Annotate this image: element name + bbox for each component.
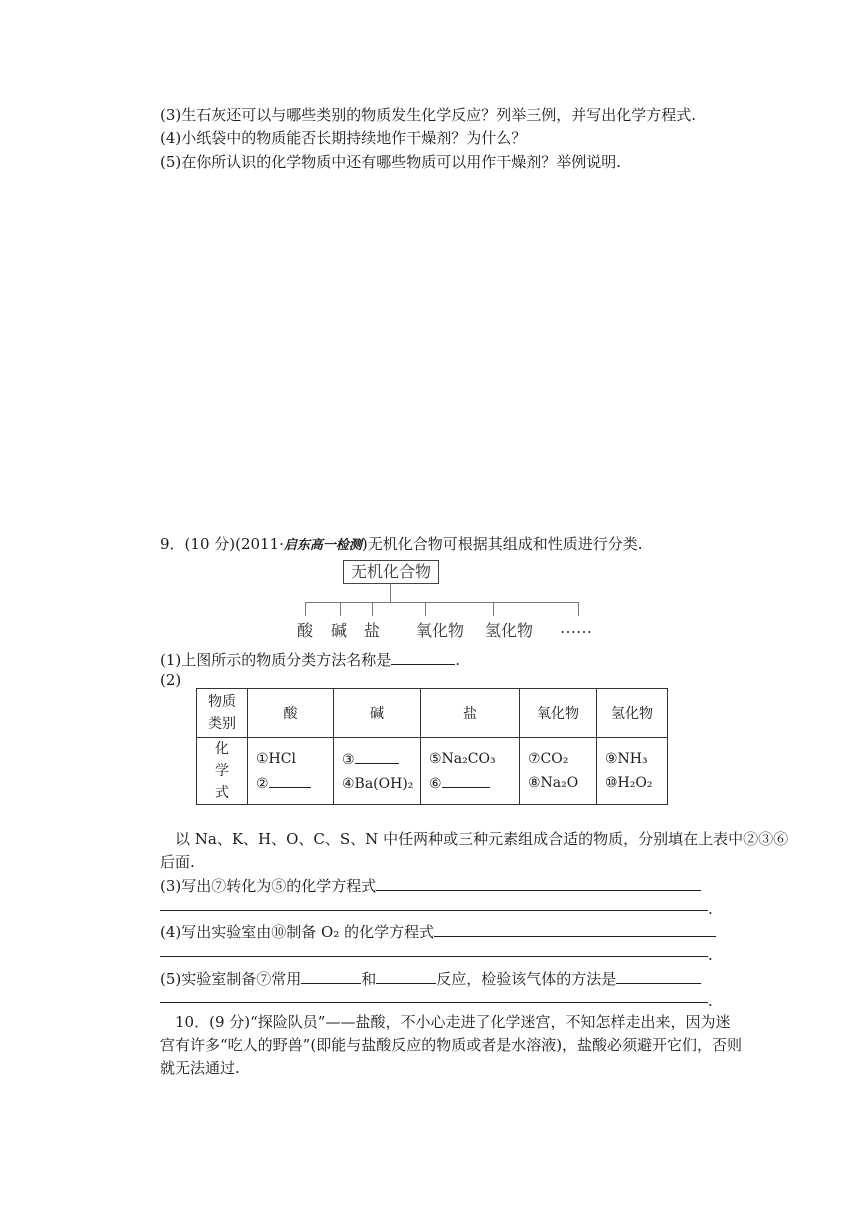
answer-rule-sub5[interactable] bbox=[160, 1002, 708, 1003]
header-hydride: 氢化物 bbox=[597, 689, 668, 738]
q9-sub1-text: (1)上图所示的物质分类方法名称是 bbox=[160, 651, 392, 669]
tree-branch bbox=[305, 602, 306, 616]
question-5-text: (5)在你所认识的化学物质中还有哪些物质可以用作干燥剂？举例说明. bbox=[160, 153, 622, 171]
tree-child-salt: 盐 bbox=[364, 621, 381, 640]
tree-branch bbox=[372, 602, 373, 616]
q9-sub2: (2) bbox=[160, 671, 182, 689]
period-sub3: . bbox=[708, 900, 713, 918]
row-label-char: 式 bbox=[215, 785, 229, 801]
q9-note-line2: 后面. bbox=[160, 853, 195, 871]
header-base: 碱 bbox=[334, 689, 421, 738]
tree-branch-bar bbox=[305, 602, 578, 603]
header-acid: 酸 bbox=[248, 689, 334, 738]
q10-line2: 宫有许多“吃人的野兽”(即能与盐酸反应的物质或者是水溶液)，盐酸必须避开它们，否则 bbox=[160, 1036, 743, 1054]
tree-trunk bbox=[390, 584, 391, 602]
question-4-text: (4)小纸袋中的物质能否长期持续地作干燥剂？为什么？ bbox=[160, 129, 527, 147]
q9-source: 启东高一检测 bbox=[283, 538, 362, 553]
cell-salt bbox=[421, 738, 520, 805]
acid-2: ② bbox=[256, 775, 269, 792]
q10-text-1: 10．(9 分)“探险队员”——盐酸，不小心走进了化学迷宫，不知怎样走出来，因为迷 bbox=[175, 1013, 731, 1031]
q9-note-line1 bbox=[160, 828, 788, 850]
acid-1: ①HCl bbox=[256, 750, 296, 767]
hydride-9: ⑨NH₃ bbox=[605, 751, 648, 767]
answer-blank-6[interactable] bbox=[442, 771, 490, 788]
tree-child-hydride: 氢化物 bbox=[485, 621, 534, 640]
tree-child-base: 碱 bbox=[331, 621, 348, 640]
answer-blank-3[interactable] bbox=[355, 747, 399, 764]
salt-6: ⑥ bbox=[429, 775, 442, 792]
base-4: ④Ba(OH)₂ bbox=[342, 775, 414, 792]
tree-child-acid: 酸 bbox=[297, 621, 314, 640]
row-label-char: 学 bbox=[215, 763, 229, 779]
answer-blank-sub3[interactable] bbox=[376, 874, 701, 891]
classification-table bbox=[196, 688, 668, 805]
q9-sub4-text: (4)写出实验室由⑩制备 O₂ 的化学方程式 bbox=[160, 923, 435, 941]
cell-acid bbox=[248, 738, 334, 805]
header-salt: 盐 bbox=[421, 689, 520, 738]
answer-blank-2[interactable] bbox=[269, 771, 311, 788]
period-sub4: . bbox=[708, 946, 713, 964]
base-3: ③ bbox=[342, 751, 355, 768]
period-sub5: . bbox=[708, 992, 713, 1010]
question-3-text: (3)生石灰还可以与哪些类别的物质发生化学反应？列举三例，并写出化学方程式. bbox=[160, 106, 697, 124]
tree-branch bbox=[493, 602, 494, 616]
answer-rule-sub4[interactable] bbox=[160, 956, 708, 957]
base-3-row bbox=[342, 747, 420, 772]
hydride-10: ⑩H₂O₂ bbox=[605, 775, 653, 791]
answer-rule-sub3[interactable] bbox=[160, 910, 708, 911]
acid-2-row bbox=[256, 771, 333, 796]
salt-6-row bbox=[429, 771, 519, 796]
tree-child-ellipsis: …… bbox=[560, 618, 592, 637]
answer-blank[interactable] bbox=[391, 648, 455, 665]
row-label-formula bbox=[197, 738, 248, 805]
header-category-text: 物质类别 bbox=[208, 694, 236, 732]
question-9-header bbox=[160, 533, 643, 557]
q9-sub1-end: . bbox=[455, 651, 461, 669]
q9-sub5-c: 反应，检验该气体的方法是 bbox=[436, 970, 617, 988]
salt-5: ⑤Na₂CO₃ bbox=[429, 750, 496, 767]
q9-sub1 bbox=[160, 648, 460, 671]
q9-head-prefix: 9．(10 分)(2011· bbox=[160, 535, 284, 553]
header-oxide: 氧化物 bbox=[520, 689, 597, 738]
tree-root: 无机化合物 bbox=[343, 560, 439, 584]
q10-line1 bbox=[160, 1011, 730, 1033]
q9-note-1: 以 Na、K、H、O、C、S、N 中任两种或三种元素组成合适的物质，分别填在上表中②③⑥ bbox=[175, 830, 789, 848]
q9-sub3-text: (3)写出⑦转化为⑤的化学方程式 bbox=[160, 877, 377, 895]
q9-sub5-a: (5)实验室制备⑦常用 bbox=[160, 970, 302, 988]
q9-sub5 bbox=[160, 967, 701, 990]
cell-base bbox=[334, 738, 421, 805]
q9-sub4 bbox=[160, 920, 716, 943]
tree-child-oxide: 氧化物 bbox=[416, 621, 465, 640]
answer-blank-sub4[interactable] bbox=[434, 920, 716, 937]
row-label-char: 化 bbox=[215, 741, 229, 757]
answer-blank-sub5-3[interactable] bbox=[616, 967, 701, 984]
tree-branch bbox=[340, 602, 341, 616]
q9-sub3 bbox=[160, 874, 701, 897]
oxide-8: ⑧Na₂O bbox=[528, 775, 579, 791]
answer-blank-sub5-2[interactable] bbox=[376, 967, 436, 984]
cell-hydride bbox=[597, 738, 668, 805]
q9-sub5-b: 和 bbox=[361, 970, 377, 988]
q9-head-suffix: )无机化合物可根据其组成和性质进行分类. bbox=[361, 535, 643, 553]
header-category bbox=[197, 689, 248, 738]
oxide-7: ⑦CO₂ bbox=[528, 751, 569, 767]
tree-branch bbox=[578, 602, 579, 616]
tree-branch bbox=[425, 602, 426, 616]
answer-blank-sub5-1[interactable] bbox=[301, 967, 361, 984]
q10-line3: 就无法通过. bbox=[160, 1059, 240, 1077]
cell-oxide bbox=[520, 738, 597, 805]
